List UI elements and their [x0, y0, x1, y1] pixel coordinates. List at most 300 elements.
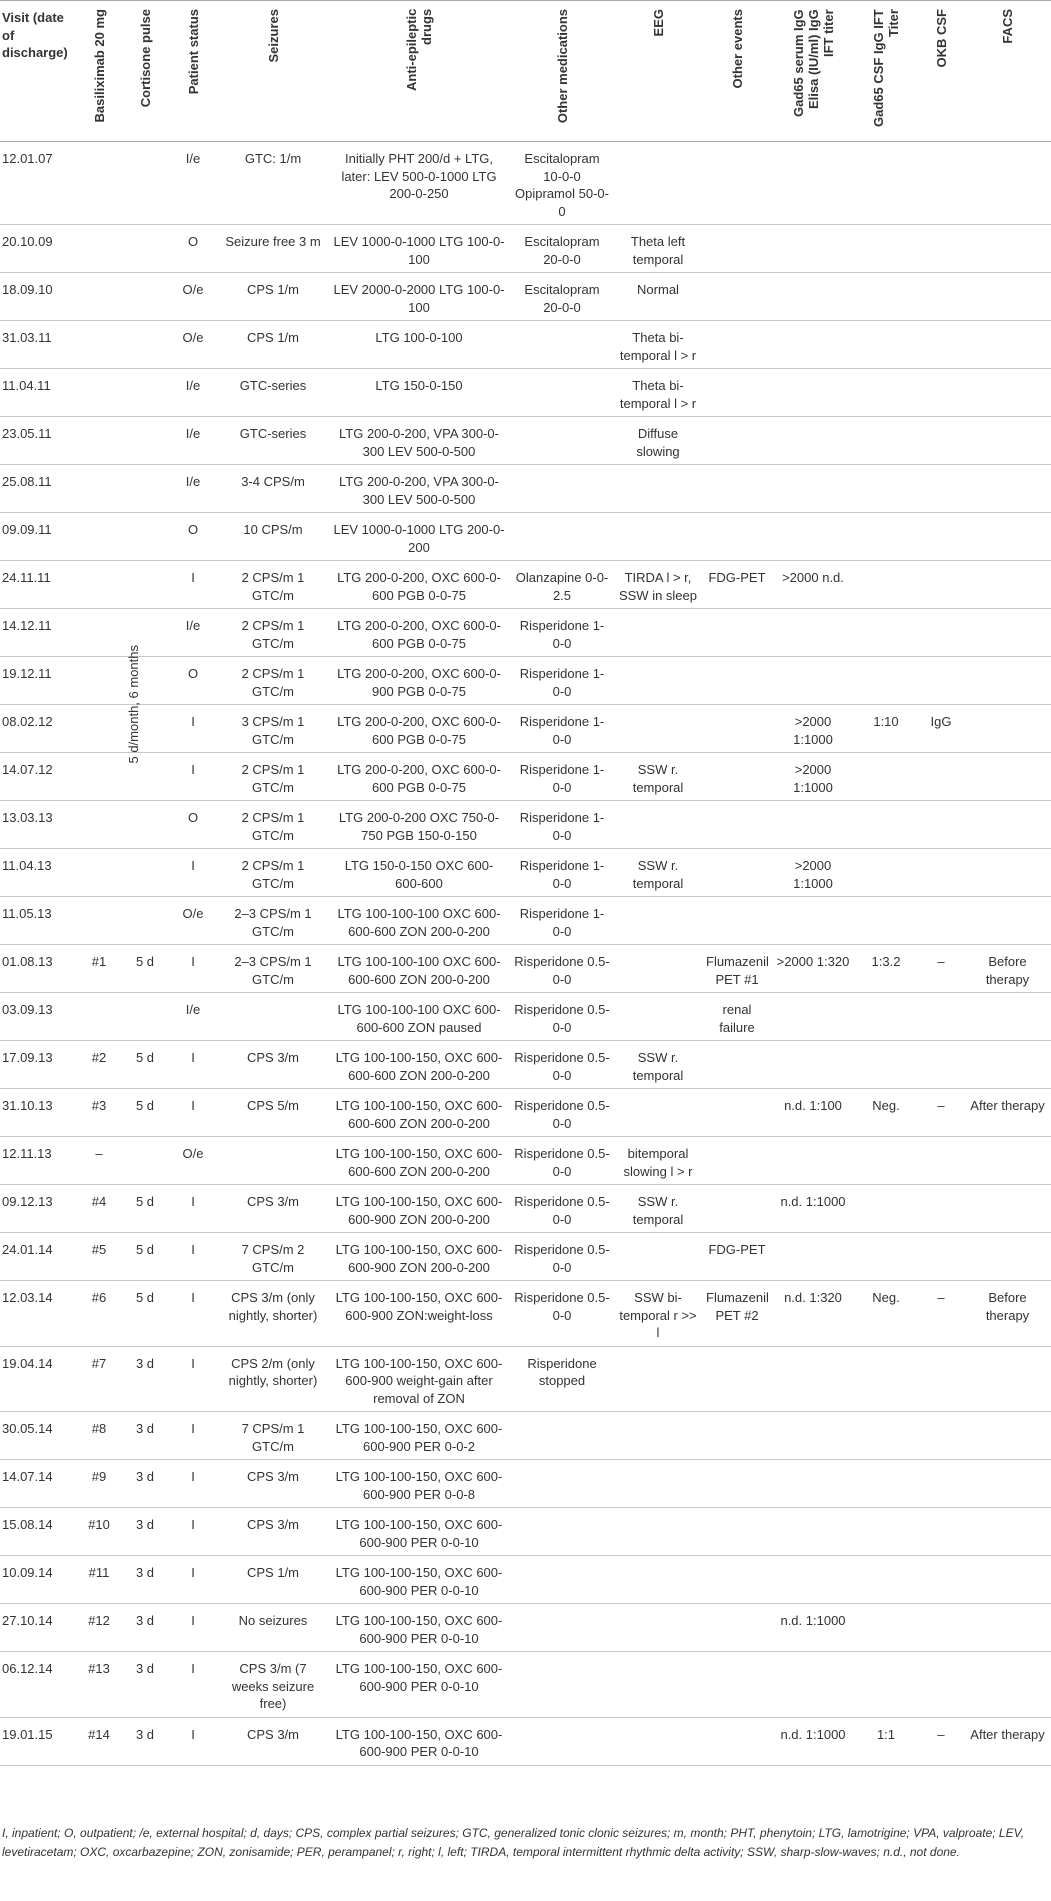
header-other-events — [702, 1, 772, 142]
cell-antiepileptic-drugs: LTG 100-100-150, OXC 600-600-900 ZON 200-0-200 — [328, 1233, 510, 1281]
cell-antiepileptic-drugs: LTG 100-100-150, OXC 600-600-900 weight-gain after removal of ZON — [328, 1346, 510, 1412]
header-eeg-label: EEG — [650, 9, 666, 37]
cell-facs — [964, 1346, 1051, 1412]
cell-cortisone — [122, 369, 168, 417]
cell-antiepileptic-drugs: LTG 200-0-200, VPA 300-0-300 LEV 500-0-500 — [328, 465, 510, 513]
cell-antiepileptic-drugs: LTG 100-100-150, OXC 600-600-900 PER 0-0-10 — [328, 1556, 510, 1604]
cell-antiepileptic-drugs: LTG 150-0-150 — [328, 369, 510, 417]
cell-basiliximab: #11 — [76, 1556, 122, 1604]
cell-patient-status: I — [168, 705, 218, 753]
cell-visit-date: 09.09.11 — [0, 513, 76, 561]
cell-facs — [964, 849, 1051, 897]
cell-eeg — [614, 1233, 702, 1281]
table-row — [0, 1346, 1051, 1412]
cell-seizures: CPS 3/m (7 weeks seizure free) — [218, 1652, 328, 1718]
cell-seizures: CPS 3/m — [218, 1717, 328, 1765]
cell-okb-csf — [918, 1346, 964, 1412]
table-row — [0, 465, 1051, 513]
cell-other-medications — [510, 1652, 614, 1718]
cell-okb-csf — [918, 1604, 964, 1652]
header-gad65-csf-label: Gad65 CSF IgG IFT Titer — [871, 9, 901, 127]
cell-other-medications: Escitalopram 20-0-0 — [510, 273, 614, 321]
cell-gad65-csf: Neg. — [854, 1281, 918, 1347]
cell-patient-status: O/e — [168, 273, 218, 321]
cell-gad65-serum: n.d. 1:1000 — [772, 1717, 854, 1765]
table-row — [0, 561, 1051, 609]
cell-gad65-csf — [854, 993, 918, 1041]
cell-other-events: Flumazenil PET #1 — [702, 945, 772, 993]
cell-visit-date: 14.07.12 — [0, 753, 76, 801]
cell-eeg — [614, 1460, 702, 1508]
cell-visit-date: 12.03.14 — [0, 1281, 76, 1347]
cell-basiliximab — [76, 321, 122, 369]
cell-eeg — [614, 705, 702, 753]
cell-facs — [964, 1412, 1051, 1460]
table-row — [0, 897, 1051, 945]
cell-antiepileptic-drugs: LTG 200-0-200, OXC 600-0-600 PGB 0-0-75 — [328, 561, 510, 609]
cell-okb-csf — [918, 513, 964, 561]
cell-seizures: Seizure free 3 m — [218, 225, 328, 273]
cell-facs — [964, 273, 1051, 321]
cell-eeg: TIRDA l > r, SSW in sleep — [614, 561, 702, 609]
cell-okb-csf — [918, 369, 964, 417]
cell-other-medications: Risperidone 1-0-0 — [510, 897, 614, 945]
cell-other-events — [702, 1556, 772, 1604]
cell-okb-csf — [918, 1556, 964, 1604]
cell-gad65-serum — [772, 1346, 854, 1412]
cell-okb-csf — [918, 321, 964, 369]
cell-seizures — [218, 1137, 328, 1185]
cell-other-medications: Risperidone 1-0-0 — [510, 753, 614, 801]
cell-gad65-serum — [772, 321, 854, 369]
cell-seizures: 7 CPS/m 1 GTC/m — [218, 1412, 328, 1460]
cell-visit-date: 14.12.11 — [0, 609, 76, 657]
cell-facs — [964, 1137, 1051, 1185]
cell-eeg: SSW r. temporal — [614, 1185, 702, 1233]
cell-seizures: GTC-series — [218, 417, 328, 465]
cell-patient-status: O/e — [168, 321, 218, 369]
cell-eeg — [614, 1556, 702, 1604]
cell-antiepileptic-drugs: LEV 1000-0-1000 LTG 100-0-100 — [328, 225, 510, 273]
cell-okb-csf — [918, 1652, 964, 1718]
cell-patient-status: I — [168, 849, 218, 897]
cell-facs — [964, 801, 1051, 849]
table-row — [0, 753, 1051, 801]
cell-cortisone — [122, 1137, 168, 1185]
cell-okb-csf: IgG — [918, 705, 964, 753]
cortisone-merged-cell — [124, 608, 144, 800]
cell-cortisone: 5 d — [122, 945, 168, 993]
header-other-medications-label: Other medications — [554, 9, 570, 124]
cell-seizures: GTC: 1/m — [218, 142, 328, 225]
cell-okb-csf — [918, 417, 964, 465]
cell-other-events: Flumazenil PET #2 — [702, 1281, 772, 1347]
cell-basiliximab — [76, 142, 122, 225]
cell-visit-date: 06.12.14 — [0, 1652, 76, 1718]
cell-visit-date: 19.04.14 — [0, 1346, 76, 1412]
cell-gad65-serum: n.d. 1:320 — [772, 1281, 854, 1347]
cell-other-medications: Risperidone 1-0-0 — [510, 849, 614, 897]
header-basiliximab-label: Basiliximab 20 mg — [91, 9, 107, 123]
cell-eeg — [614, 993, 702, 1041]
cell-basiliximab — [76, 225, 122, 273]
cell-gad65-serum: >2000 n.d. — [772, 561, 854, 609]
cell-seizures: 2 CPS/m 1 GTC/m — [218, 753, 328, 801]
cell-visit-date: 11.05.13 — [0, 897, 76, 945]
cell-seizures: 3-4 CPS/m — [218, 465, 328, 513]
cell-other-medications: Olanzapine 0-0-2.5 — [510, 561, 614, 609]
cell-antiepileptic-drugs: LTG 200-0-200 OXC 750-0-750 PGB 150-0-150 — [328, 801, 510, 849]
cell-visit-date: 31.10.13 — [0, 1089, 76, 1137]
cell-other-medications: Risperidone 0.5-0-0 — [510, 1281, 614, 1347]
cell-other-medications — [510, 1460, 614, 1508]
cell-basiliximab: – — [76, 1137, 122, 1185]
cell-gad65-serum — [772, 1508, 854, 1556]
cell-gad65-csf — [854, 561, 918, 609]
cell-basiliximab — [76, 513, 122, 561]
cell-gad65-csf — [854, 513, 918, 561]
cell-gad65-csf — [854, 1346, 918, 1412]
cell-cortisone: 3 d — [122, 1717, 168, 1765]
cell-antiepileptic-drugs: LTG 200-0-200, VPA 300-0-300 LEV 500-0-500 — [328, 417, 510, 465]
cell-other-events — [702, 1041, 772, 1089]
cell-visit-date: 12.11.13 — [0, 1137, 76, 1185]
cell-okb-csf — [918, 1233, 964, 1281]
cell-facs — [964, 561, 1051, 609]
cell-basiliximab — [76, 849, 122, 897]
cell-other-events — [702, 1717, 772, 1765]
cell-basiliximab: #7 — [76, 1346, 122, 1412]
cell-gad65-csf — [854, 465, 918, 513]
cell-patient-status: I/e — [168, 369, 218, 417]
cell-other-medications: Risperidone 1-0-0 — [510, 705, 614, 753]
header-okb-csf-label: OKB CSF — [933, 9, 949, 68]
cell-facs: Before therapy — [964, 1281, 1051, 1347]
table-row — [0, 801, 1051, 849]
cell-eeg: Theta bi-temporal l > r — [614, 369, 702, 417]
header-facs — [964, 1, 1051, 142]
cell-facs — [964, 1652, 1051, 1718]
cell-other-medications: Risperidone 0.5-0-0 — [510, 1089, 614, 1137]
cell-seizures: CPS 3/m — [218, 1508, 328, 1556]
cell-eeg — [614, 1652, 702, 1718]
cell-basiliximab: #8 — [76, 1412, 122, 1460]
cell-eeg — [614, 609, 702, 657]
cell-basiliximab — [76, 657, 122, 705]
cell-other-medications: Risperidone 0.5-0-0 — [510, 1137, 614, 1185]
cell-basiliximab: #3 — [76, 1089, 122, 1137]
cell-basiliximab: #9 — [76, 1460, 122, 1508]
cell-okb-csf — [918, 753, 964, 801]
header-seizures — [218, 1, 328, 142]
cell-antiepileptic-drugs: LTG 100-100-150, OXC 600-600-600 ZON 200-0-200 — [328, 1089, 510, 1137]
cell-other-medications — [510, 321, 614, 369]
cell-seizures: 2–3 CPS/m 1 GTC/m — [218, 945, 328, 993]
cell-cortisone — [122, 993, 168, 1041]
cell-seizures: CPS 1/m — [218, 273, 328, 321]
cell-eeg — [614, 897, 702, 945]
header-facs-label: FACS — [1000, 9, 1015, 44]
cell-facs — [964, 1233, 1051, 1281]
cell-other-medications: Risperidone 1-0-0 — [510, 657, 614, 705]
cell-visit-date: 13.03.13 — [0, 801, 76, 849]
cell-visit-date: 14.07.14 — [0, 1460, 76, 1508]
cell-visit-date: 19.01.15 — [0, 1717, 76, 1765]
cell-cortisone: 3 d — [122, 1652, 168, 1718]
cell-other-events — [702, 1089, 772, 1137]
cell-antiepileptic-drugs: LTG 100-100-150, OXC 600-600-900 PER 0-0-10 — [328, 1508, 510, 1556]
cell-gad65-serum — [772, 142, 854, 225]
cell-other-events — [702, 609, 772, 657]
cell-eeg: Diffuse slowing — [614, 417, 702, 465]
cell-visit-date: 10.09.14 — [0, 1556, 76, 1604]
cell-eeg: SSW r. temporal — [614, 753, 702, 801]
cell-visit-date: 27.10.14 — [0, 1604, 76, 1652]
cell-gad65-serum — [772, 897, 854, 945]
cell-other-medications: Risperidone 0.5-0-0 — [510, 993, 614, 1041]
cell-gad65-serum — [772, 1556, 854, 1604]
cell-patient-status: O — [168, 801, 218, 849]
cell-gad65-csf — [854, 609, 918, 657]
cell-facs: After therapy — [964, 1717, 1051, 1765]
cell-cortisone — [122, 801, 168, 849]
cell-other-events — [702, 1346, 772, 1412]
cell-eeg: Theta bi-temporal l > r — [614, 321, 702, 369]
cell-other-events — [702, 1652, 772, 1718]
cell-other-events — [702, 513, 772, 561]
header-row — [0, 1, 1051, 142]
cell-patient-status: I — [168, 1508, 218, 1556]
cell-patient-status: I/e — [168, 993, 218, 1041]
cell-gad65-csf — [854, 1412, 918, 1460]
cell-okb-csf — [918, 1412, 964, 1460]
header-seizures-label: Seizures — [265, 9, 281, 63]
cell-okb-csf — [918, 561, 964, 609]
cell-other-medications — [510, 1556, 614, 1604]
cell-patient-status: I/e — [168, 465, 218, 513]
cell-other-medications — [510, 1508, 614, 1556]
cell-patient-status: I/e — [168, 142, 218, 225]
cell-other-events — [702, 225, 772, 273]
cell-eeg — [614, 801, 702, 849]
cell-patient-status: O/e — [168, 1137, 218, 1185]
cell-other-medications — [510, 417, 614, 465]
header-patient-status — [168, 1, 218, 142]
cell-cortisone — [122, 417, 168, 465]
cell-eeg: bitemporal slowing l > r — [614, 1137, 702, 1185]
cell-antiepileptic-drugs: LTG 100-100-150, OXC 600-600-900 ZON:weight-loss — [328, 1281, 510, 1347]
table-row — [0, 993, 1051, 1041]
table-row — [0, 609, 1051, 657]
cell-okb-csf — [918, 1460, 964, 1508]
cell-gad65-csf — [854, 1041, 918, 1089]
cell-basiliximab: #14 — [76, 1717, 122, 1765]
cell-seizures: 2 CPS/m 1 GTC/m — [218, 609, 328, 657]
cell-cortisone: 3 d — [122, 1604, 168, 1652]
cell-okb-csf — [918, 897, 964, 945]
header-patient-status-label: Patient status — [185, 9, 201, 95]
cell-okb-csf — [918, 609, 964, 657]
cell-other-events — [702, 369, 772, 417]
table-row — [0, 1604, 1051, 1652]
table-row — [0, 1041, 1051, 1089]
cell-gad65-csf: 1:10 — [854, 705, 918, 753]
cell-gad65-csf — [854, 417, 918, 465]
cell-patient-status: O — [168, 513, 218, 561]
cell-cortisone — [122, 321, 168, 369]
table-row — [0, 1281, 1051, 1347]
cell-seizures: 7 CPS/m 2 GTC/m — [218, 1233, 328, 1281]
cell-antiepileptic-drugs: LTG 100-100-150, OXC 600-600-900 PER 0-0-10 — [328, 1604, 510, 1652]
cell-antiepileptic-drugs: LTG 100-100-150, OXC 600-600-900 PER 0-0-2 — [328, 1412, 510, 1460]
cell-other-medications: Risperidone 0.5-0-0 — [510, 1233, 614, 1281]
cell-gad65-serum — [772, 1233, 854, 1281]
table-row — [0, 417, 1051, 465]
cell-seizures: CPS 3/m — [218, 1041, 328, 1089]
cell-okb-csf — [918, 273, 964, 321]
cell-basiliximab — [76, 609, 122, 657]
cell-facs — [964, 225, 1051, 273]
cell-other-events — [702, 657, 772, 705]
cell-antiepileptic-drugs: LTG 150-0-150 OXC 600-600-600 — [328, 849, 510, 897]
cell-eeg: Theta left temporal — [614, 225, 702, 273]
table-footnote: I, inpatient; O, outpatient; /e, external hospital; d, days; CPS, complex partial seizures; GTC, generalized tonic clonic seizures; m, month; PHT, phenytoin; LTG, lamotrigine; VPA, valproate; LEV, levetiracetam; OXC, oxcarbazepine; ZON, zonisamide; PER, perampanel; r, right; l, left; TIRDA, temporal intermittent rhythmic delta activity; SSW, sharp-slow-waves; n.d., not done. — [2, 1826, 1025, 1859]
cell-other-medications — [510, 1412, 614, 1460]
cell-other-events: renal failure — [702, 993, 772, 1041]
cell-other-events — [702, 753, 772, 801]
cell-seizures: No seizures — [218, 1604, 328, 1652]
cell-other-events — [702, 465, 772, 513]
header-okb-csf — [918, 1, 964, 142]
table-row — [0, 273, 1051, 321]
cell-visit-date: 11.04.13 — [0, 849, 76, 897]
cell-antiepileptic-drugs: LEV 2000-0-2000 LTG 100-0-100 — [328, 273, 510, 321]
cell-eeg — [614, 465, 702, 513]
cell-other-events — [702, 1185, 772, 1233]
cell-eeg — [614, 1089, 702, 1137]
cell-okb-csf — [918, 1137, 964, 1185]
cell-visit-date: 12.01.07 — [0, 142, 76, 225]
cell-antiepileptic-drugs: LTG 100-100-150, OXC 600-600-900 PER 0-0-10 — [328, 1652, 510, 1718]
cell-facs — [964, 993, 1051, 1041]
cell-basiliximab: #5 — [76, 1233, 122, 1281]
cell-gad65-csf: 1:3.2 — [854, 945, 918, 993]
cell-seizures: 2 CPS/m 1 GTC/m — [218, 561, 328, 609]
cell-gad65-serum — [772, 417, 854, 465]
header-antiepileptic-drugs-label: Anti-epileptic drugs — [404, 9, 434, 92]
cell-other-events — [702, 417, 772, 465]
cell-other-events: FDG-PET — [702, 561, 772, 609]
cell-other-medications: Risperidone 1-0-0 — [510, 801, 614, 849]
header-visit-date — [0, 1, 76, 142]
cell-antiepileptic-drugs: LTG 100-100-150, OXC 600-600-600 ZON 200-0-200 — [328, 1137, 510, 1185]
cell-eeg — [614, 1717, 702, 1765]
cell-other-events — [702, 1412, 772, 1460]
table-body — [0, 142, 1051, 1766]
cell-facs: Before therapy — [964, 945, 1051, 993]
cell-gad65-csf — [854, 225, 918, 273]
cell-gad65-serum — [772, 609, 854, 657]
cell-other-events — [702, 1137, 772, 1185]
cell-facs — [964, 1604, 1051, 1652]
cell-visit-date: 23.05.11 — [0, 417, 76, 465]
cell-seizures: 2 CPS/m 1 GTC/m — [218, 849, 328, 897]
cell-facs — [964, 897, 1051, 945]
cell-eeg: SSW r. temporal — [614, 849, 702, 897]
cell-antiepileptic-drugs: LTG 200-0-200, OXC 600-0-600 PGB 0-0-75 — [328, 753, 510, 801]
cell-gad65-csf — [854, 1460, 918, 1508]
cell-patient-status: I — [168, 1281, 218, 1347]
cell-antiepileptic-drugs: LTG 100-100-100 OXC 600-600-600 ZON 200-0-200 — [328, 945, 510, 993]
cell-gad65-serum — [772, 1652, 854, 1718]
cell-eeg — [614, 1508, 702, 1556]
cell-antiepileptic-drugs: LTG 100-100-100 OXC 600-600-600 ZON 200-0-200 — [328, 897, 510, 945]
cell-cortisone — [122, 561, 168, 609]
cell-gad65-csf — [854, 897, 918, 945]
cell-basiliximab — [76, 897, 122, 945]
cell-facs — [964, 1041, 1051, 1089]
cell-gad65-csf — [854, 1652, 918, 1718]
cell-okb-csf: – — [918, 1717, 964, 1765]
cell-gad65-csf: Neg. — [854, 1089, 918, 1137]
cell-gad65-csf — [854, 1233, 918, 1281]
cell-okb-csf — [918, 465, 964, 513]
table-row — [0, 705, 1051, 753]
cell-antiepileptic-drugs: LTG 100-0-100 — [328, 321, 510, 369]
table-row — [0, 1137, 1051, 1185]
table-row — [0, 849, 1051, 897]
cell-gad65-csf — [854, 1508, 918, 1556]
cell-okb-csf — [918, 849, 964, 897]
cell-patient-status: I/e — [168, 417, 218, 465]
cell-seizures — [218, 993, 328, 1041]
cell-facs — [964, 369, 1051, 417]
cell-visit-date: 19.12.11 — [0, 657, 76, 705]
cell-seizures: 2 CPS/m 1 GTC/m — [218, 657, 328, 705]
cell-gad65-serum: >2000 1:1000 — [772, 849, 854, 897]
cell-basiliximab — [76, 465, 122, 513]
cortisone-merged-label: 5 d/month, 6 months — [126, 644, 141, 764]
header-cortisone-label: Cortisone pulse — [137, 9, 153, 108]
cell-gad65-serum: n.d. 1:1000 — [772, 1185, 854, 1233]
table-row — [0, 1460, 1051, 1508]
cell-antiepileptic-drugs: LTG 100-100-150, OXC 600-600-900 PER 0-0-10 — [328, 1717, 510, 1765]
cell-patient-status: I/e — [168, 609, 218, 657]
cell-okb-csf — [918, 993, 964, 1041]
cell-basiliximab: #12 — [76, 1604, 122, 1652]
cell-gad65-serum — [772, 1460, 854, 1508]
table-row — [0, 142, 1051, 225]
header-visit-date-label: Visit (date of discharge) — [2, 10, 68, 60]
table-row — [0, 1556, 1051, 1604]
cell-antiepileptic-drugs: LTG 100-100-100 OXC 600-600-600 ZON paused — [328, 993, 510, 1041]
cell-antiepileptic-drugs: LTG 200-0-200, OXC 600-0-900 PGB 0-0-75 — [328, 657, 510, 705]
cell-antiepileptic-drugs: LTG 100-100-150, OXC 600-600-900 ZON 200-0-200 — [328, 1185, 510, 1233]
cell-facs — [964, 1185, 1051, 1233]
cell-seizures: CPS 1/m — [218, 321, 328, 369]
cell-cortisone: 3 d — [122, 1556, 168, 1604]
cell-eeg: Normal — [614, 273, 702, 321]
cell-gad65-csf: 1:1 — [854, 1717, 918, 1765]
cell-okb-csf: – — [918, 945, 964, 993]
cell-seizures: 3 CPS/m 1 GTC/m — [218, 705, 328, 753]
cell-other-events — [702, 321, 772, 369]
cell-other-events — [702, 849, 772, 897]
cell-eeg — [614, 1346, 702, 1412]
cell-gad65-serum: >2000 1:1000 — [772, 705, 854, 753]
cell-basiliximab — [76, 753, 122, 801]
cell-gad65-csf — [854, 657, 918, 705]
